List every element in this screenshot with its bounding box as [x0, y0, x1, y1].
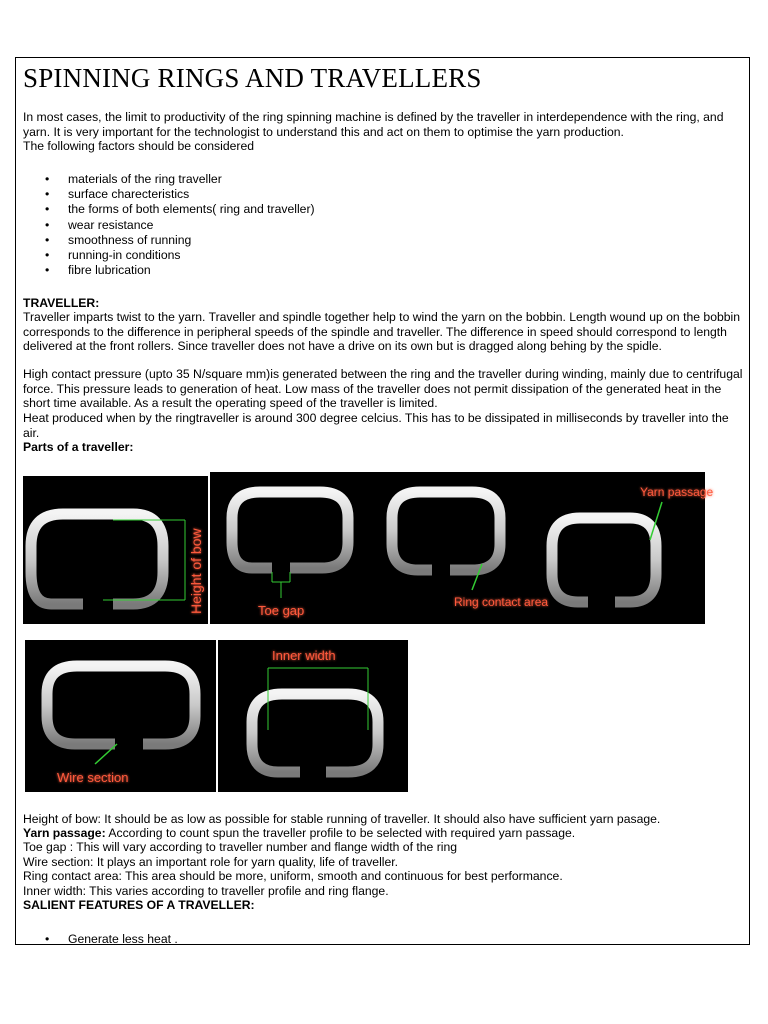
intro-lead: The following factors should be considered [23, 139, 255, 153]
traveller-image-wire-section [25, 640, 216, 792]
document-frame [15, 57, 750, 945]
traveller-paragraph-1: Traveller imparts twist to the yarn. Traveller and spindle together help to wind the yarn on the bobbin. Length wound up on the bobbin corresponds to the difference in peripheral speeds of the spindle and traveller. The difference in speed should correspond to length delivered at the front rollers. Since traveller does not have a drive on its own but is dragged along behing by the spidle. [23, 310, 741, 354]
traveller-heading: TRAVELLER: [23, 296, 100, 310]
wire-section-label: Wire section [57, 770, 129, 785]
yarn-passage-label: Yarn passage [640, 485, 714, 499]
page-title: SPINNING RINGS AND TRAVELLERS [23, 63, 482, 93]
height-of-bow-label: Height of bow [188, 528, 204, 614]
desc-term: Yarn passage: [23, 826, 106, 840]
desc-text: According to count spun the traveller profile to be selected with required yarn passage. [105, 826, 576, 840]
traveller-image-strip [210, 472, 714, 624]
list-item: • fibre lubrication [23, 263, 315, 278]
list-item: • wear resistance [23, 218, 315, 233]
parts-heading: Parts of a traveller: [23, 440, 134, 454]
list-item: • Generate less heat . [23, 932, 178, 947]
traveller-image-inner-width [218, 640, 408, 792]
traveller-paragraph-3: Heat produced when by the ringtraveller is around 300 degree celcius. This has to be dissipated in milliseconds by traveller into the air. [23, 411, 729, 440]
desc-inner-width: Inner width: This varies according to traveller profile and ring flange. [23, 884, 389, 898]
list-item: • materials of the ring traveller [23, 172, 315, 187]
toe-gap-label: Toe gap [258, 603, 305, 618]
list-item: • surface charecteristics [23, 187, 315, 202]
intro-paragraph: In most cases, the limit to productivity of the ring spinning machine is defined by the traveller in interdependence with the ring, and yarn. It is very important for the technologist to understand this and act on them to optimise the yarn production. [23, 110, 724, 139]
desc-toe-gap: Toe gap : This will vary according to traveller number and flange width of the ring [23, 840, 458, 854]
ring-contact-area-label: Ring contact area [454, 595, 549, 609]
list-item: • running-in conditions [23, 248, 315, 263]
desc-wire-section: Wire section: It plays an important role for yarn quality, life of traveller. [23, 855, 399, 869]
traveller-paragraph-2: High contact pressure (upto 35 N/square mm)is generated between the ring and the traveller during winding, mainly due to centrifugal force. This pressure leads to generation of heat. Low mass of the traveller does not permit dissipation of the generated heat in the short time available. As a result the operating speed of the traveller is limited. [23, 367, 743, 411]
salient-list [23, 932, 178, 947]
desc-yarn-passage [23, 826, 743, 841]
factors-list [23, 172, 315, 278]
salient-heading: SALIENT FEATURES OF A TRAVELLER: [23, 898, 255, 912]
desc-height-of-bow: Height of bow: It should be as low as possible for stable running of traveller. It should also have sufficient yarn pasage. [23, 812, 661, 826]
traveller-image-height-of-bow [23, 476, 208, 624]
desc-ring-contact-area: Ring contact area: This area should be more, uniform, smooth and continuous for best performance. [23, 869, 563, 883]
inner-width-label: Inner width [272, 648, 336, 663]
list-item: • smoothness of running [23, 233, 315, 248]
list-item: • the forms of both elements( ring and traveller) [23, 202, 315, 217]
